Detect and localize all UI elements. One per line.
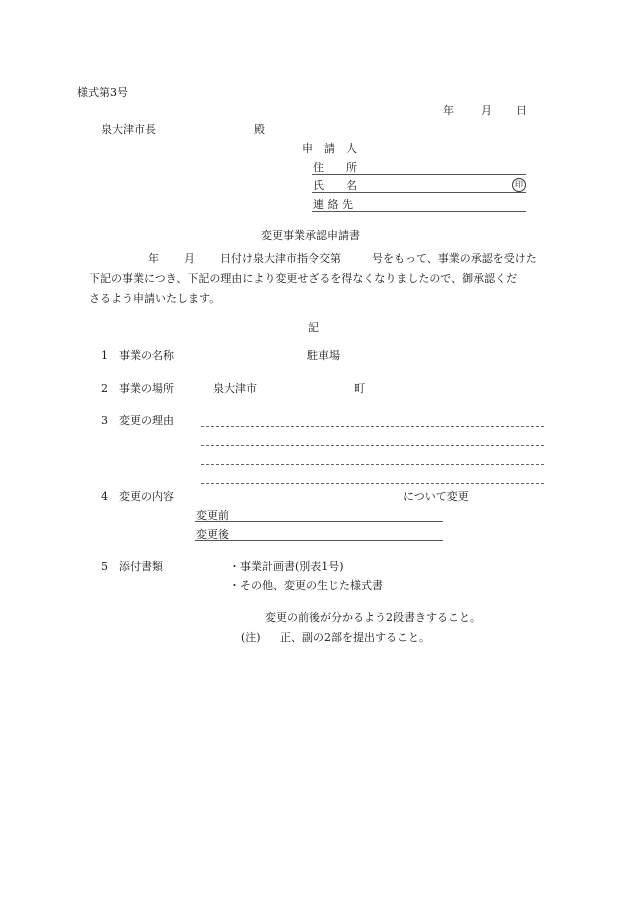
change-after-label: 変更後 <box>196 528 229 541</box>
seal-icon: 印 <box>512 178 526 192</box>
note-line-2: 正、副の2部を提出すること。 <box>280 631 430 644</box>
body-mid: 日付け泉大津市指令交第 <box>220 252 341 265</box>
item-2-number: 2 <box>101 382 108 395</box>
body-year: 年 <box>148 252 159 265</box>
address-label: 住 所 <box>313 161 357 174</box>
reason-line-3[interactable] <box>201 464 544 465</box>
contact-label: 連 絡 先 <box>313 198 353 211</box>
item-1-number: 1 <box>101 349 108 362</box>
date-day-label: 日 <box>516 104 527 117</box>
item-1-label: 事業の名称 <box>119 349 174 362</box>
form-number: 様式第3号 <box>77 86 128 99</box>
change-before-field[interactable] <box>195 521 443 522</box>
addressee-honorific: 殿 <box>254 123 265 136</box>
item-2-suffix: 町 <box>354 382 365 395</box>
item-5-label: 添付書類 <box>119 560 163 573</box>
body-month: 月 <box>184 252 195 265</box>
name-field[interactable] <box>312 192 526 193</box>
name-label: 氏 名 <box>313 179 357 192</box>
item-4-suffix: について変更 <box>403 490 469 503</box>
change-before-label: 変更前 <box>196 509 229 522</box>
date-year-label: 年 <box>443 104 454 117</box>
item-5-number: 5 <box>101 560 108 573</box>
reason-line-1[interactable] <box>201 426 544 427</box>
attachment-1: ・事業計画書(別表1号) <box>229 560 344 573</box>
contact-field[interactable] <box>312 211 526 212</box>
address-field[interactable] <box>312 174 526 175</box>
item-1-value: 駐車場 <box>307 349 340 362</box>
item-3-number: 3 <box>101 414 108 427</box>
reason-line-2[interactable] <box>201 445 544 446</box>
note-prefix: (注) <box>241 631 261 644</box>
applicant-heading: 申 請 人 <box>302 142 357 155</box>
item-2-value: 泉大津市 <box>213 382 257 395</box>
item-3-label: 変更の理由 <box>119 414 174 427</box>
item-4-number: 4 <box>101 490 108 503</box>
body-line3: さるよう申請いたします。 <box>89 292 221 305</box>
addressee-name: 泉大津市長 <box>101 123 156 136</box>
date-month-label: 月 <box>481 104 492 117</box>
reason-line-4[interactable] <box>201 483 544 484</box>
item-4-label: 変更の内容 <box>119 490 174 503</box>
document-title: 変更事業承認申請書 <box>261 229 360 242</box>
note-line-1: 変更の前後が分かるよう2段書きすること。 <box>265 611 481 624</box>
item-2-label: 事業の場所 <box>119 382 174 395</box>
attachment-2: ・その他、変更の生じた様式書 <box>229 579 383 592</box>
body-line2: 下記の事業につき、下記の理由により変更せざるを得なくなりましたので、御承認くだ <box>89 272 518 285</box>
change-after-field[interactable] <box>195 540 443 541</box>
body-line1-end: 号をもって、事業の承認を受けた <box>372 252 537 265</box>
ki-heading: 記 <box>308 321 319 334</box>
